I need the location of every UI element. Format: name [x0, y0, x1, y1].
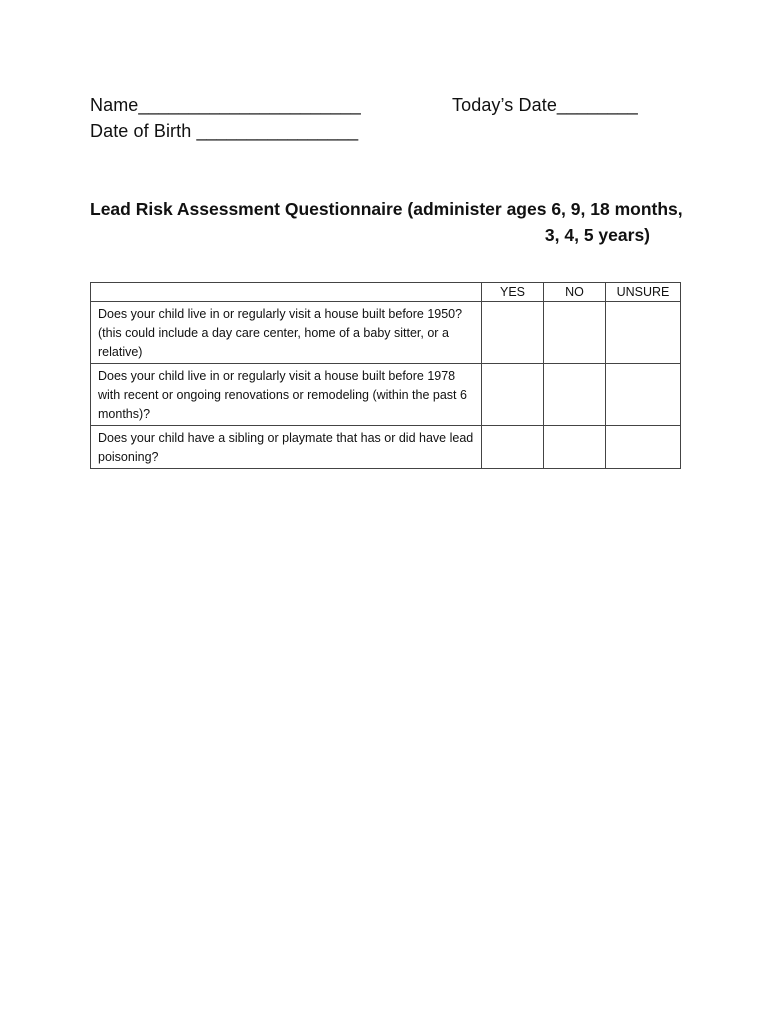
unsure-answer-cell[interactable] [606, 426, 681, 469]
column-header-yes: YES [482, 283, 544, 302]
table-header-row [91, 283, 681, 302]
table-row [91, 302, 681, 364]
question-cell: Does your child live in or regularly visit a house built before 1950? (this could include a day care center, home of a baby sitter, or a relative) [91, 302, 482, 364]
no-answer-cell[interactable] [544, 302, 606, 364]
table-row [91, 364, 681, 426]
question-cell: Does your child have a sibling or playmate that has or did have lead poisoning? [91, 426, 482, 469]
title-line-2: 3, 4, 5 years) [544, 225, 650, 245]
no-answer-cell[interactable] [544, 364, 606, 426]
name-field[interactable]: Name______________________ [90, 95, 361, 115]
question-cell: Does your child live in or regularly visit a house built before 1978 with recent or ongoing renovations or remodeling (within the past 6 months)? [91, 364, 482, 426]
unsure-answer-cell[interactable] [606, 302, 681, 364]
unsure-answer-cell[interactable] [606, 364, 681, 426]
date-of-birth-field[interactable]: Date of Birth ________________ [90, 121, 359, 141]
column-header-unsure: UNSURE [606, 283, 681, 302]
todays-date-field[interactable]: Today’s Date________ [452, 95, 638, 115]
title-line-1: Lead Risk Assessment Questionnaire (administer ages 6, 9, 18 months, [90, 199, 683, 219]
yes-answer-cell[interactable] [482, 364, 544, 426]
yes-answer-cell[interactable] [482, 426, 544, 469]
column-header-question [91, 283, 482, 302]
questionnaire-table [90, 282, 681, 469]
column-header-no: NO [544, 283, 606, 302]
questionnaire-title [90, 196, 682, 248]
yes-answer-cell[interactable] [482, 302, 544, 364]
table-row [91, 426, 681, 469]
no-answer-cell[interactable] [544, 426, 606, 469]
